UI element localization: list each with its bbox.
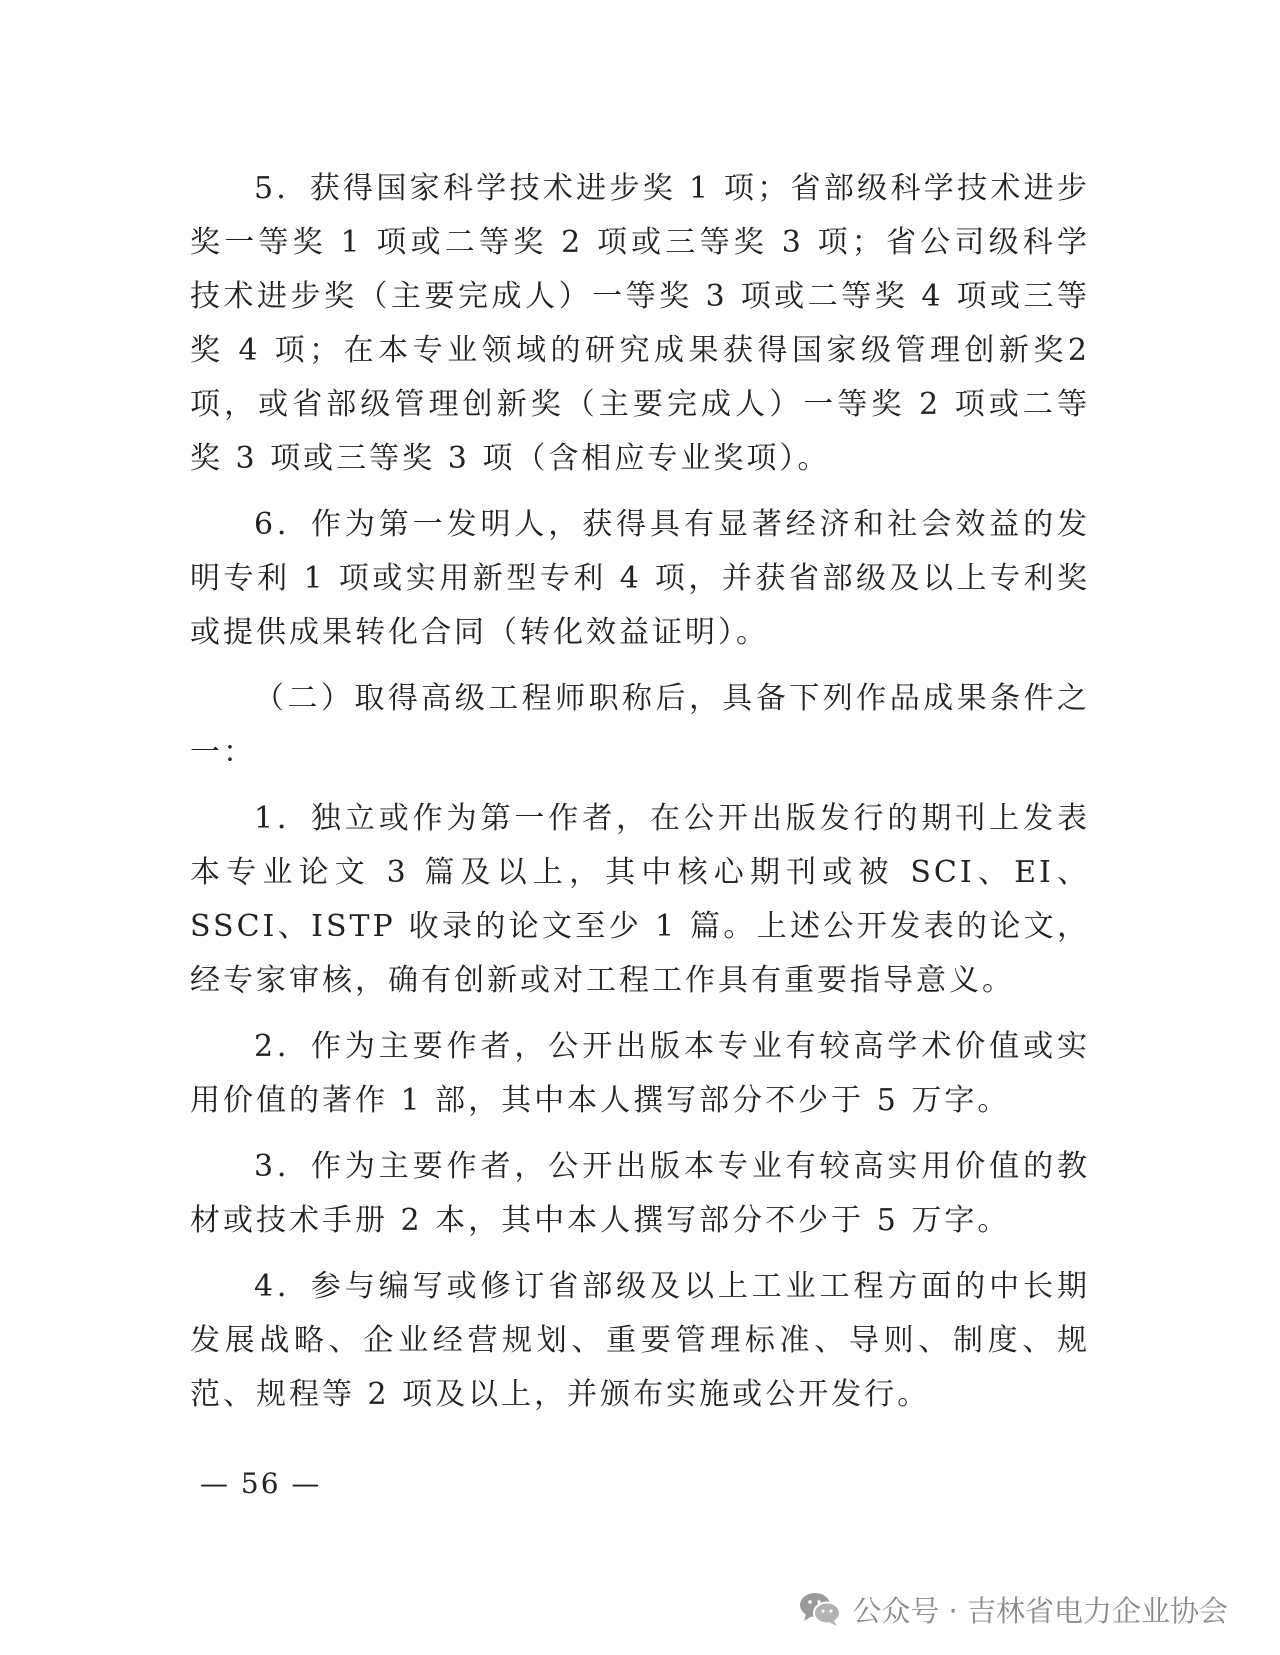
paragraph-item-6: 6．作为第一发明人，获得具有显著经济和社会效益的发明专利 1 项或实用新型专利 4 项，并获省部级及以上专利奖或提供成果转化合同（转化效益证明）。 xyxy=(190,507,1090,650)
section-heading-2: （二）取得高级工程师职称后，具备下列作品成果条件之一： xyxy=(190,681,1090,770)
wechat-icon xyxy=(798,1591,842,1627)
watermark-text: 公众号 · 吉林省电力企业协会 xyxy=(852,1593,1228,1628)
paragraph-item-2: 2．作为主要作者，公开出版本专业有较高学术价值或实用价值的著作 1 部，其中本人撰写部分不少于 5 万字。 xyxy=(190,1029,1090,1118)
paragraph-item-3: 3．作为主要作者，公开出版本专业有较高实用价值的教材或技术手册 2 本，其中本人撰写部分不少于 5 万字。 xyxy=(190,1149,1090,1238)
paragraph-item-5: 5．获得国家科学技术进步奖 1 项；省部级科学技术进步奖一等奖 1 项或二等奖 2 项或三等奖 3 项；省公司级科学技术进步奖（主要完成人）一等奖 3 项或二等奖 4 项或三等奖 4 项；在本专业领域的研究成果获得国家级管理创新奖2 项，或省部级管理创新奖（主要完成人）一等奖 2 项或二等奖 3 项或三等奖 3 项（含相应专业奖项）。 xyxy=(190,171,1090,476)
wechat-watermark xyxy=(798,1587,1228,1631)
paragraph-item-4: 4．参与编写或修订省部级及以上工业工程方面的中长期发展战略、企业经营规划、重要管理标准、导则、制度、规范、规程等 2 项及以上，并颁布实施或公开发行。 xyxy=(190,1269,1090,1412)
paragraph-item-1: 1．独立或作为第一作者，在公开出版发行的期刊上发表本专业论文 3 篇及以上，其中核心期刊或被 SCI、EI、SSCI、ISTP 收录的论文至少 1 篇。上述公开发表的论文，经专家审核，确有创新或对工程工作具有重要指导意义。 xyxy=(190,801,1090,998)
page-number: — 56 — xyxy=(200,1467,322,1500)
document-body xyxy=(190,162,1090,1422)
